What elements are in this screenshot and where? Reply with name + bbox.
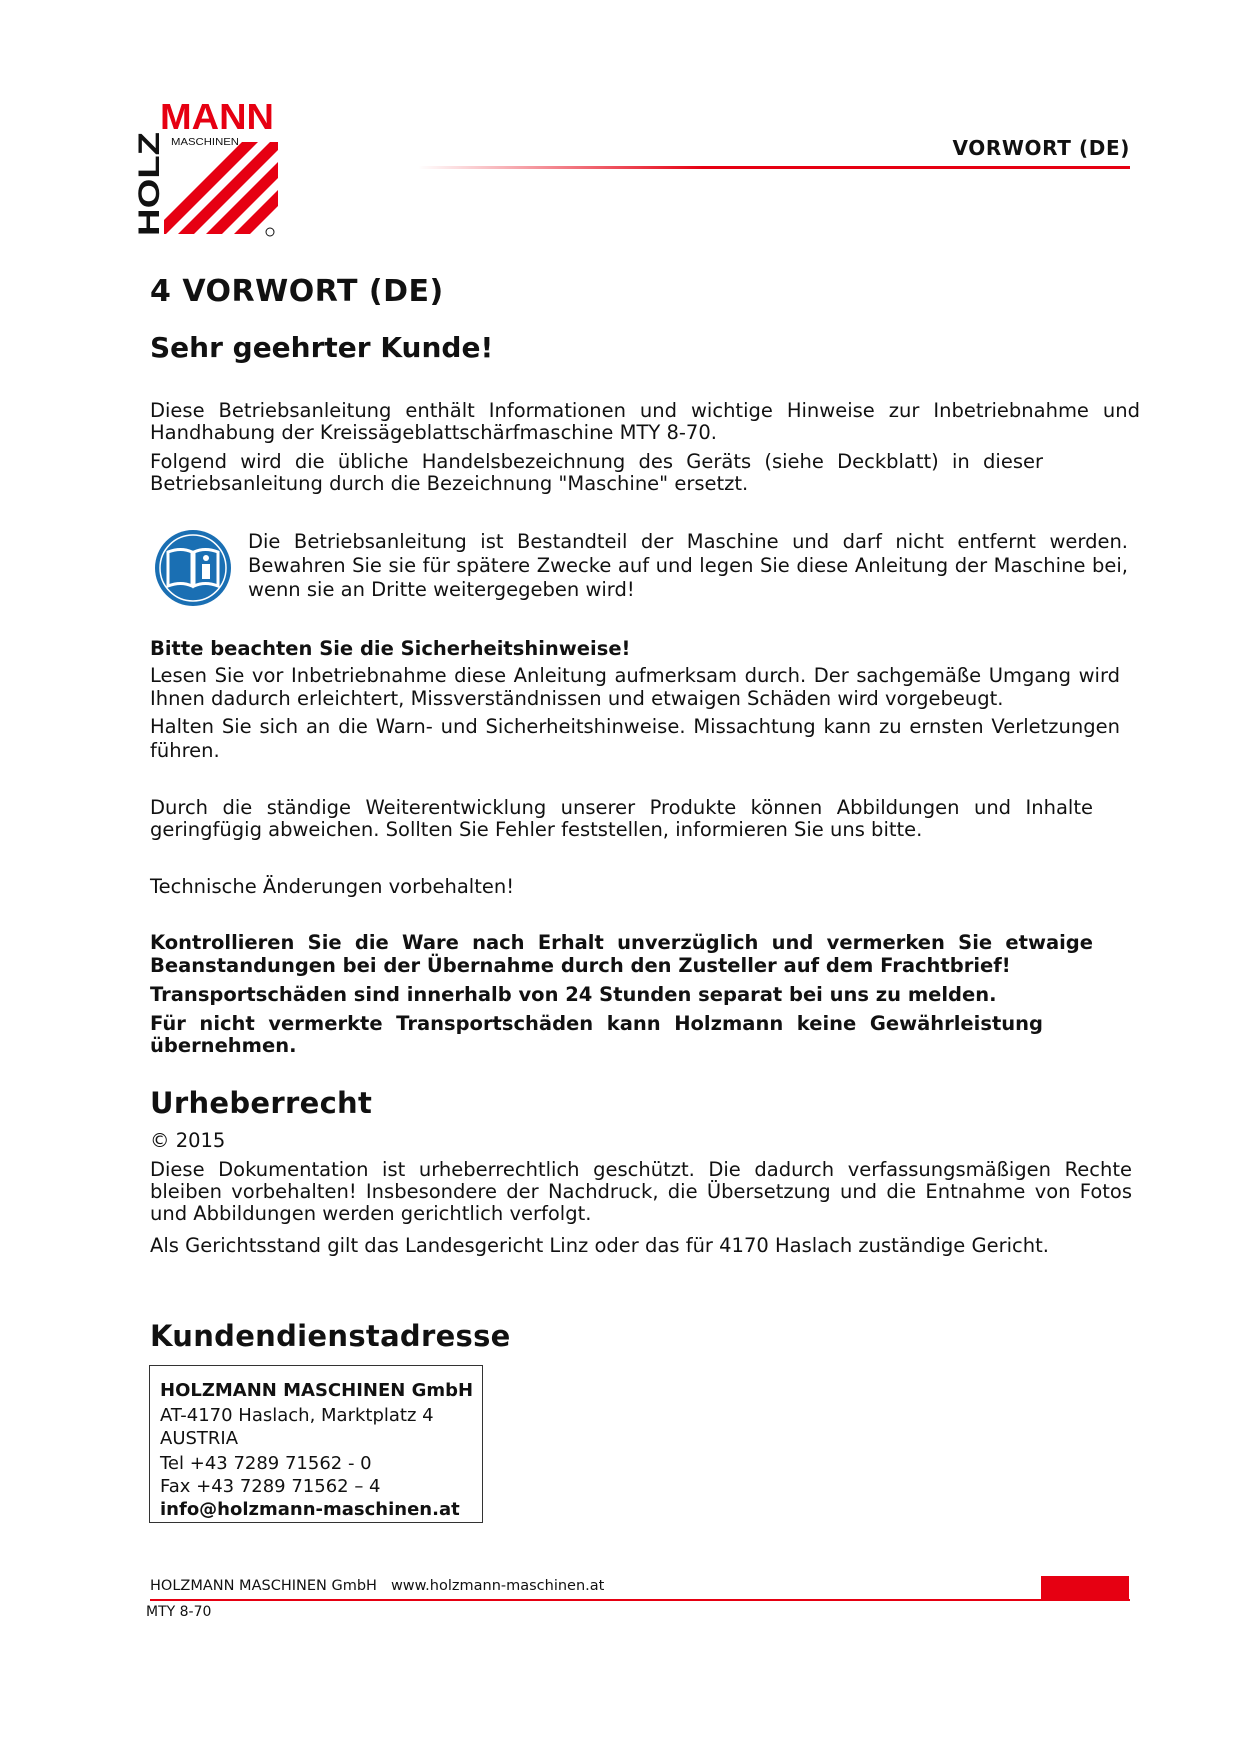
copyright-year: © 2015	[150, 1129, 226, 1152]
intro-paragraph-1: Diese Betriebsanleitung enthält Informationen und wichtige Hinweise zur Inbetriebnahme und Handhabung der Kreissägeblattschärfmaschine MTY 8-70.	[150, 399, 1140, 444]
service-street: AT-4170 Haslach, Marktplatz 4	[160, 1405, 434, 1426]
transport-damage-note: Transportschäden sind innerhalb von 24 Stunden separat bei uns zu melden.	[150, 983, 997, 1006]
service-fax: Fax +43 7289 71562 – 4	[160, 1476, 381, 1497]
service-country: AUSTRIA	[160, 1428, 239, 1449]
manual-info-icon	[153, 528, 233, 608]
service-heading: Kundendienstadresse	[150, 1319, 511, 1353]
safety-heading: Bitte beachten Sie die Sicherheitshinweise!	[150, 637, 631, 660]
footer-divider	[150, 1599, 1130, 1601]
footer-company: HOLZMANN MASCHINEN GmbH	[150, 1578, 377, 1594]
logo-stripes	[150, 142, 342, 234]
development-paragraph: Durch die ständige Weiterentwicklung unserer Produkte können Abbildungen und Inhalte geringfügig abweichen. Sollten Sie Fehler feststellen, informieren Sie uns bitte.	[150, 796, 1093, 841]
footer-accent-block	[1041, 1576, 1129, 1601]
check-goods-paragraph: Kontrollieren Sie die Ware nach Erhalt unverzüglich und vermerken Sie etwaige Beanstandungen bei der Übernahme durch den Zusteller auf dem Frachtbrief!	[150, 931, 1093, 977]
service-email[interactable]: info@holzmann-maschinen.at	[160, 1499, 460, 1520]
footer-model: MTY 8-70	[146, 1604, 212, 1620]
technical-changes-note: Technische Änderungen vorbehalten!	[150, 875, 515, 898]
salutation: Sehr geehrter Kunde!	[150, 331, 494, 364]
header-section-title: VORWORT (DE)	[952, 136, 1130, 160]
footer-line	[150, 1578, 604, 1594]
service-phone: Tel +43 7289 71562 - 0	[160, 1453, 372, 1474]
info-note: Die Betriebsanleitung ist Bestandteil der Maschine und darf nicht entfernt werden. Bewahren Sie sie für spätere Zwecke auf und legen Sie diese Anleitung der Maschine bei, wenn sie an Dritte weitergegeben wird!	[248, 530, 1128, 601]
service-company: HOLZMANN MASCHINEN GmbH	[160, 1380, 474, 1401]
intro-paragraph-2: Folgend wird die übliche Handelsbezeichnung des Geräts (siehe Deckblatt) in dieser Betriebsanleitung durch die Bezeichnung "Maschine" ersetzt.	[150, 450, 1043, 495]
logo-text-holz: HOLZ	[133, 154, 166, 236]
header-divider	[418, 166, 1130, 169]
copyright-heading: Urheberrecht	[150, 1086, 373, 1120]
footer-website[interactable]: www.holzmann-maschinen.at	[390, 1578, 605, 1594]
logo-text-maschinen: MASCHINEN	[171, 137, 239, 148]
service-address-box	[149, 1365, 483, 1523]
page-heading: 4 VORWORT (DE)	[150, 274, 444, 309]
logo-text-mann: MANN	[160, 96, 274, 137]
holzmann-logo	[133, 96, 278, 238]
copyright-paragraph-1: Diese Dokumentation ist urheberrechtlich geschützt. Die dadurch verfassungsmäßigen Rechte bleiben vorbehalten! Insbesondere der Nachdruck, die Übersetzung und die Entnahme von Fotos und Abbildungen werden gerichtlich verfolgt.	[150, 1158, 1132, 1225]
safety-paragraph-2: Halten Sie sich an die Warn- und Sicherheitshinweise. Missachtung kann zu ernsten Verletzungen führen.	[150, 715, 1120, 762]
copyright-paragraph-2: Als Gerichtsstand gilt das Landesgericht Linz oder das für 4170 Haslach zuständige Gericht.	[150, 1234, 1049, 1257]
safety-paragraph-1: Lesen Sie vor Inbetriebnahme diese Anleitung aufmerksam durch. Der sachgemäße Umgang wird Ihnen dadurch erleichtert, Missverständnissen und etwaigen Schäden wird vorgebeugt.	[150, 664, 1120, 710]
warranty-note: Für nicht vermerkte Transportschäden kann Holzmann keine Gewährleistung übernehmen.	[150, 1012, 1043, 1057]
